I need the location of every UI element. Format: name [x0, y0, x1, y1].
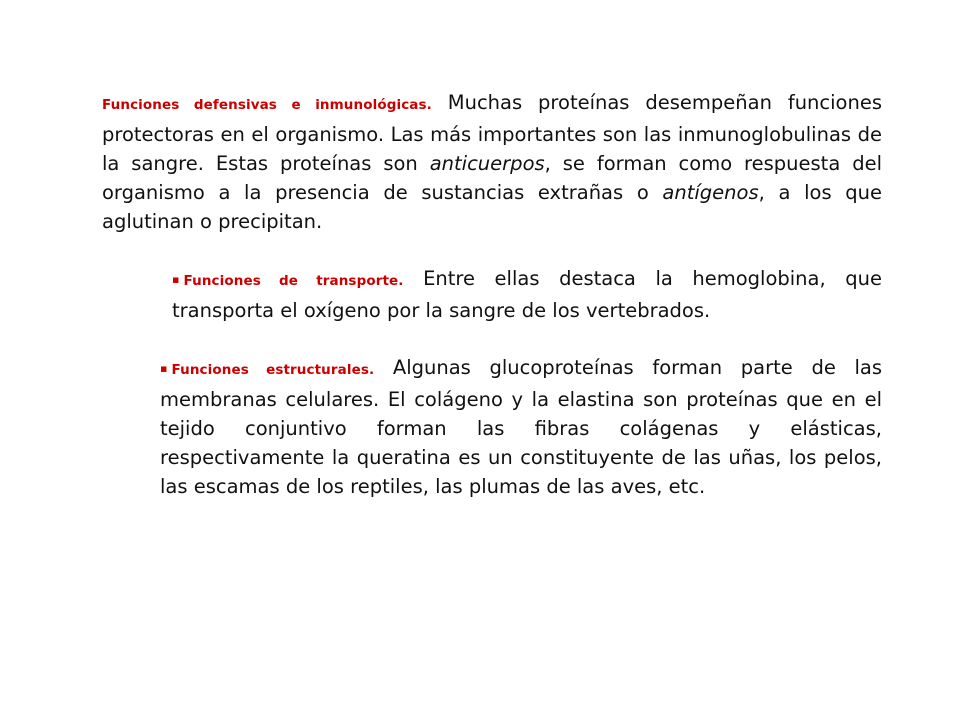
slide-content	[80, 88, 882, 501]
body-text: Algunas glucoproteínas forman parte de las membranas celulares. El colágeno y la elastina son proteínas que en el tejido conjuntivo forman las fibras colágenas y elásticas, respectivamente la queratina es un constituyente de las uñas, los pelos, las escamas de los reptiles, las plumas de las aves, etc.	[160, 356, 882, 498]
body-text: , se forman como respuesta del organismo a la presencia de sustancias extrañas o	[102, 152, 882, 204]
body-text: , a los que aglutinan o precipitan.	[102, 181, 882, 233]
paragraph-defensive-functions	[80, 88, 882, 236]
italic-term-antigens: antígenos	[662, 181, 759, 204]
heading-transport-functions: Funciones de transporte.	[183, 273, 404, 289]
body-text: Entre ellas destaca la hemoglobina, que transporta el oxígeno por la sangre de los vertebrados.	[172, 267, 882, 322]
bullet-square-icon: ▪	[172, 273, 180, 286]
heading-defensive-functions: Funciones defensivas e inmunológicas.	[102, 97, 432, 113]
italic-term-antibodies: anticuerpos	[429, 152, 545, 175]
bullet-square-icon: ▪	[160, 362, 168, 375]
body-text: Muchas proteínas desempeñan funciones protectoras en el organismo. Las más importantes son las inmunoglobulinas de la sangre. Estas proteínas son	[102, 91, 882, 175]
heading-structural-functions: Funciones estructurales.	[171, 362, 375, 378]
paragraph-structural-functions	[80, 353, 882, 501]
paragraph-transport-functions	[80, 264, 882, 325]
